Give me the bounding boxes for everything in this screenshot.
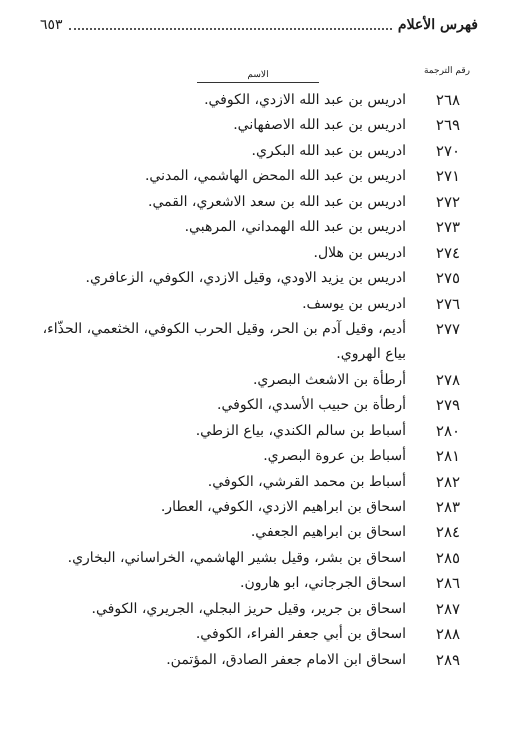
entry-number: ٢٧٧ [435,319,461,338]
list-item [30,241,478,266]
name-column-heading-text: الاسم [197,70,318,83]
entry-number: ٢٧١ [435,167,461,186]
entry-name: ادريس بن عبد الله الازدي، الكوفي. [204,92,406,108]
entry-number: ٢٧٥ [435,269,461,288]
entry-name: اسحاق بن جرير، وقيل حريز البجلي، الجريري، الكوفي. [91,600,406,617]
entry-number: ٢٨٤ [435,523,461,542]
list-item [30,597,478,622]
entry-number: ٢٧٨ [435,370,461,389]
entry-number: ٢٨٠ [435,421,461,440]
list-item [30,266,478,291]
list-item [30,546,478,571]
entry-name: أسباط بن محمد القرشي، الكوفي. [207,473,406,490]
entry-number: ٢٨٩ [435,650,461,669]
entry-number: ٢٧٩ [435,396,461,415]
list-item [30,470,478,495]
entry-name: أسباط بن سالم الكندي، بياع الزطي. [195,422,406,439]
entry-number: ٢٦٨ [435,91,461,109]
entry-name: ادريس بن يوسف. [302,295,406,312]
list-item [30,190,478,215]
entries-list [30,88,478,673]
entry-number: ٢٨٣ [435,498,461,517]
entry-number: ٢٦٩ [435,116,461,135]
page-header [40,14,478,36]
entry-name: اسحاق ابن الامام جعفر الصادق، المؤتمن. [166,651,406,668]
entry-name: ادريس بن عبد الله بن سعد الاشعري، القمي. [148,193,406,210]
entry-number: ٢٨٥ [435,548,461,567]
list-item [30,292,478,317]
entry-name: ادريس بن عبد الله البكري. [251,142,406,159]
entry-name: ادريس بن عبد الله المحض الهاشمي، المدني. [144,168,406,185]
entry-number: ٢٧٦ [435,294,461,313]
entry-number: ٢٨١ [435,447,461,466]
entry-number: ٢٨٨ [435,625,461,644]
entry-number: ٢٧٣ [435,218,461,237]
list-item [30,88,478,113]
list-item [30,113,478,138]
list-item [30,164,478,189]
list-item [30,215,478,240]
list-item [30,419,478,444]
list-item [30,393,478,418]
name-column-heading [108,70,408,83]
entry-name: أديم، وقيل آدم بن الحر، وقيل الحرب الكوفي، الخثعمي، الحذّاء، بياع الهروي. [42,320,406,362]
entry-name: اسحاق بن ابراهيم الجعفي. [250,524,406,541]
entry-name: اسحاق بن ابراهيم الازدي، الكوفي، العطار. [160,499,406,516]
entry-number: ٢٨٢ [435,472,461,491]
entry-name: اسحاق بن بشر، وقيل بشير الهاشمي، الخراساني، البخاري. [67,549,406,566]
entry-name: أرطأة بن الاشعث البصري. [252,371,406,388]
entry-name: ادريس بن عبد الله الهمداني، المرهبي. [184,219,406,236]
list-item [30,317,478,368]
list-item [30,648,478,673]
page-number: ٦٥٣ [40,17,63,33]
entry-number: ٢٨٦ [435,574,461,593]
entry-name: اسحاق بن أبي جعفر الفراء، الكوفي. [195,626,406,643]
entry-name: ادريس بن هلال. [313,244,406,261]
entry-number: ٢٧٢ [435,192,461,211]
list-item [30,368,478,393]
entry-name: أسباط بن عروة البصري. [263,448,406,465]
column-headers [40,66,478,84]
entry-name: ادريس بن عبد الله الاصفهاني. [233,117,406,134]
list-item [30,520,478,545]
entry-name: اسحاق الجرجاني، ابو هارون. [240,575,406,592]
list-item [30,622,478,647]
running-title: فهرس الأعلام [397,17,478,33]
number-column-heading: رقم الترجمة [423,66,470,76]
entry-name: أرطأة بن حبيب الأسدي، الكوفي. [217,397,406,414]
entry-number: ٢٧٤ [435,243,461,262]
entry-name: ادريس بن يزيد الاودي، وقيل الازدي، الكوفي، الزعافري. [85,270,406,287]
list-item [30,495,478,520]
entry-number: ٢٧٠ [435,141,461,160]
list-item [30,571,478,596]
entry-number: ٢٨٧ [435,599,461,618]
dotted-leader [69,28,392,30]
list-item [30,139,478,164]
list-item [30,444,478,469]
